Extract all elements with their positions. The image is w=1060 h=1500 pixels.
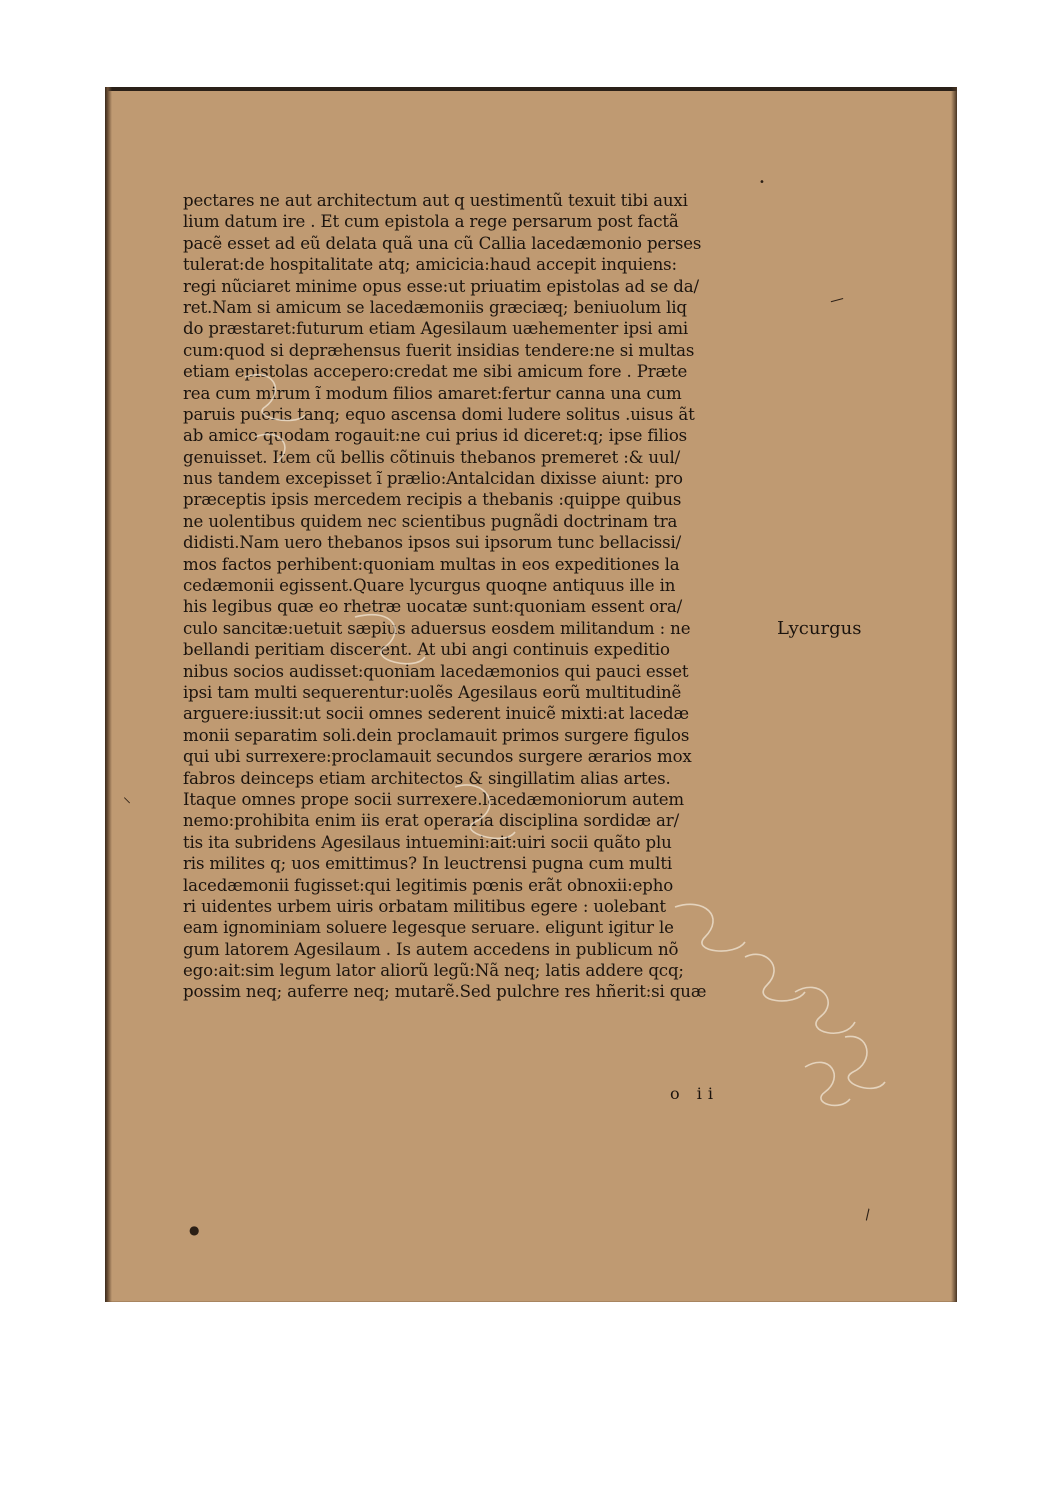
text-line: ne uolentibus quidem nec scientibus pugnãdi doctrinam tra (183, 511, 678, 531)
text-line: monii separatim soli.dein proclamauit primos surgere figulos (183, 725, 690, 745)
text-line: genuisset. Item cũ bellis cõtinuis thebanos premeret :& uul/ (183, 447, 681, 467)
text-line: rea cum mirum ĩ modum filios amaret:fertur canna una cum (183, 383, 682, 403)
text-line: præceptis ipsis mercedem recipis a thebanis :quippe quibus (183, 490, 682, 510)
text-line: ri uidentes urbem uiris orbatam militibus egere : uolebant (183, 896, 666, 916)
ink-mark-left-margin: ⸜ (123, 787, 132, 806)
marginal-note: Lycurgus (777, 618, 862, 639)
ink-tick-right-margin: — (828, 290, 846, 310)
ink-speck-bottom-left: ● (189, 1223, 200, 1237)
text-line: do præstaret:futurum etiam Agesilaum uæhementer ipsi ami (183, 319, 689, 339)
text-line: nemo:prohibita enim iis erat operaria disciplina sordidæ ar/ (183, 811, 680, 831)
text-line: his legibus quæ eo rhetræ uocatæ sunt:quoniam essent ora/ (183, 597, 683, 617)
text-line: ret.Nam si amicum se lacedæmoniis græciæq; beniuolum liq (183, 297, 687, 317)
text-line: mos factos perhibent:quoniam multas in eos expeditiones la (183, 554, 680, 574)
text-line: etiam epistolas accepero:credat me sibi amicum fore . Præte (183, 362, 688, 382)
text-line: regi nũciaret minime opus esse:ut priuatim epistolas ad se da/ (183, 276, 699, 296)
text-line: ris milites q; uos emittimus? In leuctrensi pugna cum multi (183, 854, 672, 874)
text-line: cedæmonii egissent.Quare lycurgus quoqne antiquus ille in (183, 576, 676, 596)
text-line: cum:quod si depræhensus fuerit insidias tendere:ne si multas (183, 340, 695, 360)
ink-speck-bottom-right: \ (861, 1206, 874, 1224)
text-line: lacedæmonii fugisset:qui legitimis pœnis erãt obnoxii:epho (183, 875, 674, 895)
page-right-edge (951, 87, 957, 1302)
text-line: pacẽ esset ad eũ delata quã una cũ Callia lacedæmonio perses (183, 233, 702, 253)
text-line: culo sancitæ:uetuit sæpius aduersus eosdem militandum : ne (183, 618, 691, 638)
text-line: ego:ait:sim legum lator aliorũ legũ:Nã neq; latis addere qcq; (183, 961, 684, 981)
main-text-block (183, 190, 783, 1003)
text-line: possim neq; auferre neq; mutarẽ.Sed pulchre res hñerit:si quæ (183, 982, 707, 1002)
text-line: Itaque omnes prope socii surrexere.lacedæmoniorum autem (183, 789, 685, 809)
text-line: bellandi peritiam discerent. At ubi angi continuis expeditio (183, 640, 670, 660)
ink-speck-top-right: • (759, 177, 765, 188)
text-line: lium datum ire . Et cum epistola a rege persarum post factã (183, 212, 679, 232)
page-gutter-shadow (105, 87, 112, 1302)
text-line: eam ignominiam soluere legesque seruare. eligunt igitur le (183, 918, 674, 938)
text-line: nibus socios audisset:quoniam lacedæmonios qui pauci esset (183, 661, 689, 681)
text-line: nus tandem excepisset ĩ prælio:Antalcidan dixisse aiunt: pro (183, 469, 683, 489)
book-page (105, 87, 957, 1302)
text-line: tis ita subridens Agesilaus intuemini:ait:uiri socii quãto plu (183, 832, 672, 852)
text-line: qui ubi surrexere:proclamauit secundos surgere ærarios mox (183, 747, 692, 767)
text-line: ab amico quodam rogauit:ne cui prius id diceret:q; ipse filios (183, 426, 688, 446)
text-line: didisti.Nam uero thebanos ipsos sui ipsorum tunc bellacissi/ (183, 533, 682, 553)
text-line: ipsi tam multi sequerentur:uolẽs Agesilaus eorũ multitudinẽ (183, 682, 682, 702)
text-line: gum latorem Agesilaum . Is autem accedens in publicum nõ (183, 939, 679, 959)
page-top-edge (105, 87, 957, 91)
text-line: arguere:iussit:ut socii omnes sederent inuicẽ mixti:at lacedæ (183, 704, 689, 724)
text-line: fabros deinceps etiam architectos & singillatim alias artes. (183, 768, 671, 788)
page-signature: o ii (670, 1084, 719, 1103)
text-line: pectares ne aut architectum aut q uestimentũ texuit tibi auxi (183, 191, 688, 210)
text-line: tulerat:de hospitalitate atq; amicicia:haud accepit inquiens: (183, 255, 677, 275)
text-line: paruis pueris tanq; equo ascensa domi ludere solitus .uisus ãt (183, 404, 695, 424)
